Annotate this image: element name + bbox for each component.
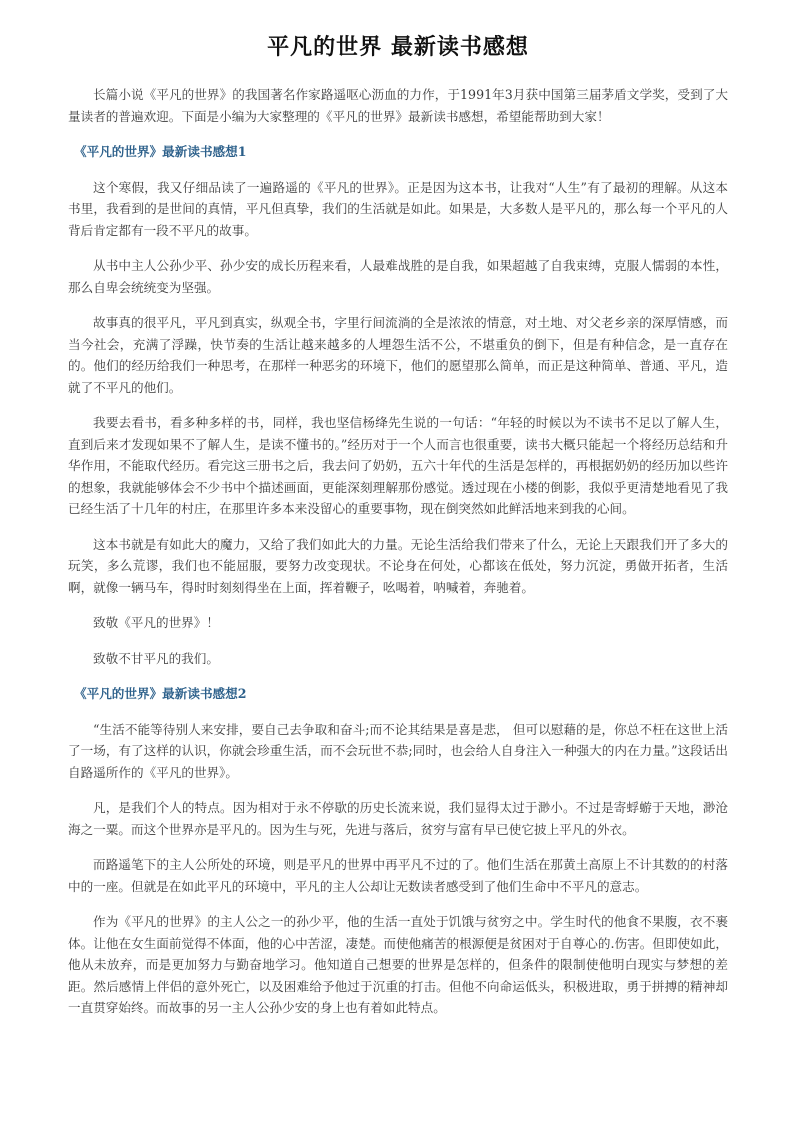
paragraph: 这本书就是有如此大的魔力，又给了我们如此大的力量。无论生活给我们带来了什么，无论上天跟我们开了多大的玩笑，多么荒谬，我们也不能屈服，要努力改变现状。不论身在何处，心都该在低处，努力沉淀，勇做开拓者，生活啊，就像一辆马车，得时时刻刻得坐在上面，挥着鞭子，吆喝着，呐喊着，奔驰着。 xyxy=(68,536,728,595)
page-title: 平凡的世界 最新读书感想 xyxy=(267,35,529,60)
paragraph: 致敬不甘平凡的我们。 xyxy=(93,650,219,666)
paragraph: 故事真的很平凡，平凡到真实，纵观全书，字里行间流淌的全是浓浓的情意，对土地、对父老乡亲的深厚情感，而当今社会，充满了浮躁，快节奏的生活让越来越多的人埋怨生活不公，不堪重负的倒下，但是有种信念，是一直存在的。他们的经历给我们一种思考，在那样一种恶劣的环境下，他们的愿望那么简单，而正是这种简单、普通、平凡，造就了不平凡的他们。 xyxy=(68,315,728,395)
paragraph: “生活不能等待别人来安排，要自己去争取和奋斗;而不论其结果是喜是悲， 但可以慰藉的是，你总不枉在这世上活了一场，有了这样的认识，你就会珍重生活，而不会玩世不恭;同时，也会给人自身注入一种强大的内在力量。”这段话出自路遥所作的《平凡的世界》。 xyxy=(68,721,728,780)
document-page xyxy=(68,0,728,1019)
section-heading-2: 《平凡的世界》最新读书感想2 xyxy=(74,686,247,701)
paragraph: 而路遥笔下的主人公所处的环境，则是平凡的世界中再平凡不过的了。他们生活在那黄土高原上不计其数的的村落中的一座。但就是在如此平凡的环境中，平凡的主人公却让无数读者感受到了他们生命中不平凡的意志。 xyxy=(68,857,728,894)
paragraph: 这个寒假，我又仔细品读了一遍路遥的《平凡的世界》。正是因为这本书，让我对“人生”有了最初的理解。从这本书里，我看到的是世间的真情，平凡但真挚，我们的生活就是如此。如果是，大多数人是平凡的，那么每一个平凡的人背后肯定都有一段不平凡的故事。 xyxy=(68,179,728,238)
paragraph: 从书中主人公孙少平、孙少安的成长历程来看，人最难战胜的是自我，如果超越了自我束缚，克服人懦弱的本性，那么自卑会统统变为坚强。 xyxy=(68,258,728,295)
paragraph: 凡，是我们个人的特点。因为相对于永不停歇的历史长流来说，我们显得太过于渺小。不过是寄蜉蝣于天地，渺沧海之一粟。而这个世界亦是平凡的。因为生与死，先进与落后，贫穷与富有早已使它披上平凡的外衣。 xyxy=(68,800,728,837)
section-heading-1: 《平凡的世界》最新读书感想1 xyxy=(74,144,247,159)
intro-paragraph: 长篇小说《平凡的世界》的我国著名作家路遥呕心沥血的力作，于1991年3月获中国第三届茅盾文学奖，受到了大量读者的普遍欢迎。下面是小编为大家整理的《平凡的世界》最新读书感想，希望能帮助到大家！ xyxy=(68,87,728,124)
paragraph: 我要去看书，看多种多样的书，同样，我也坚信杨绛先生说的一句话：“年轻的时候以为不读书不足以了解人生，直到后来才发现如果不了解人生，是读不懂书的。”经历对于一个人而言也很重要，读书大概只能起一个将经历总结和升华作用，不能取代经历。看完这三册书之后，我去问了奶奶，五六十年代的生活是怎样的，再根据奶奶的经历加以些许的想象，我就能够体会不少书中个描述画面，更能深刻理解那份感觉。透过现在小楼的倒影，我似乎更清楚地看见了我已经生活了十几年的村庄，在那里许多本来没留心的重要事物，现在倒突然如此鲜活地来到我的心间。 xyxy=(68,415,728,516)
paragraph: 致敬《平凡的世界》！ xyxy=(93,615,219,630)
paragraph: 作为《平凡的世界》的主人公之一的孙少平，他的生活一直处于饥饿与贫穷之中。学生时代的他食不果腹，衣不裹体。让他在女生面前觉得不体面，他的心中苦涩，凄楚。而使他痛苦的根源便是贫困对于自尊心的.伤害。但即使如此，他从未放弃，而是更加努力与勤奋地学习。他知道自己想要的世界是怎样的，但条件的限制使他明白现实与梦想的差距。然后感情上伴侣的意外死亡，以及困难给予他过于沉重的打击。但他不向命运低头，积极进取，勇于拼搏的精神却一直贯穿始终。而故事的另一主人公孙少安的身上也有着如此特点。 xyxy=(68,914,728,1015)
